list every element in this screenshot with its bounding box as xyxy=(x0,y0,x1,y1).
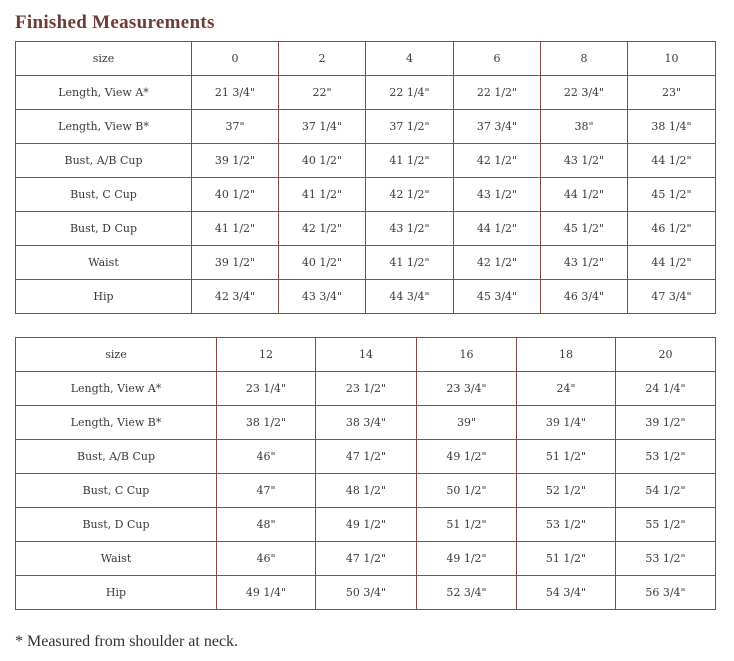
measurement-value: 54 1/2" xyxy=(616,474,716,508)
measurement-value: 49 1/2" xyxy=(417,440,517,474)
measurement-value: 51 1/2" xyxy=(417,508,517,542)
measurement-value: 24 1/4" xyxy=(616,372,716,406)
measurement-value: 46 3/4" xyxy=(541,280,628,314)
measurement-value: 42 1/2" xyxy=(279,212,366,246)
measurement-value: 23 1/4" xyxy=(217,372,316,406)
measurement-value: 41 1/2" xyxy=(366,246,454,280)
measurement-value: 46" xyxy=(217,440,316,474)
measurement-value: 22 1/2" xyxy=(454,76,541,110)
size-column-header: 16 xyxy=(417,338,517,372)
size-column-header: 8 xyxy=(541,42,628,76)
measurement-label: Bust, C Cup xyxy=(16,178,192,212)
table-row xyxy=(16,144,716,178)
measurement-value: 47" xyxy=(217,474,316,508)
header-row xyxy=(16,338,716,372)
measurement-value: 47 3/4" xyxy=(628,280,716,314)
measurement-value: 43 1/2" xyxy=(454,178,541,212)
measurement-value: 42 1/2" xyxy=(454,246,541,280)
measurement-value: 45 1/2" xyxy=(628,178,716,212)
measurement-value: 23 3/4" xyxy=(417,372,517,406)
measurement-value: 45 3/4" xyxy=(454,280,541,314)
measurement-value: 43 1/2" xyxy=(541,144,628,178)
measurement-value: 39 1/2" xyxy=(192,144,279,178)
measurement-value: 44 1/2" xyxy=(628,246,716,280)
measurement-value: 50 3/4" xyxy=(316,576,417,610)
measurement-value: 53 1/2" xyxy=(616,542,716,576)
measurement-value: 24" xyxy=(517,372,616,406)
measurement-label: Bust, A/B Cup xyxy=(16,144,192,178)
measurement-value: 52 1/2" xyxy=(517,474,616,508)
size-column-header: 6 xyxy=(454,42,541,76)
measurement-value: 39 1/4" xyxy=(517,406,616,440)
measurement-value: 53 1/2" xyxy=(616,440,716,474)
measurement-label: Bust, D Cup xyxy=(16,212,192,246)
size-column-header: 10 xyxy=(628,42,716,76)
size-column-header: 18 xyxy=(517,338,616,372)
measurement-value: 44 1/2" xyxy=(454,212,541,246)
table-row xyxy=(16,246,716,280)
measurement-value: 56 3/4" xyxy=(616,576,716,610)
size-column-header: 4 xyxy=(366,42,454,76)
measurement-value: 23" xyxy=(628,76,716,110)
size-header-label: size xyxy=(16,42,192,76)
table-row xyxy=(16,280,716,314)
measurement-value: 45 1/2" xyxy=(541,212,628,246)
size-header-label: size xyxy=(16,338,217,372)
measurement-value: 52 3/4" xyxy=(417,576,517,610)
measurement-value: 55 1/2" xyxy=(616,508,716,542)
measurement-value: 21 3/4" xyxy=(192,76,279,110)
measurement-value: 40 1/2" xyxy=(192,178,279,212)
measurement-value: 43 1/2" xyxy=(541,246,628,280)
measurement-value: 38" xyxy=(541,110,628,144)
measurement-value: 48 1/2" xyxy=(316,474,417,508)
size-column-header: 2 xyxy=(279,42,366,76)
measurement-value: 38 3/4" xyxy=(316,406,417,440)
table-row xyxy=(16,212,716,246)
measurement-value: 44 1/2" xyxy=(628,144,716,178)
measurements-table-sizes-12-20 xyxy=(15,337,716,610)
measurement-value: 43 3/4" xyxy=(279,280,366,314)
measurement-label: Hip xyxy=(16,280,192,314)
table-row xyxy=(16,542,716,576)
table-row xyxy=(16,576,716,610)
measurement-label: Length, View B* xyxy=(16,406,217,440)
measurement-label: Bust, D Cup xyxy=(16,508,217,542)
measurement-value: 37 3/4" xyxy=(454,110,541,144)
measurement-value: 41 1/2" xyxy=(279,178,366,212)
table-row xyxy=(16,76,716,110)
measurement-value: 48" xyxy=(217,508,316,542)
measurements-table-sizes-0-10 xyxy=(15,41,716,314)
measurement-value: 50 1/2" xyxy=(417,474,517,508)
measurement-value: 44 3/4" xyxy=(366,280,454,314)
measurement-value: 49 1/2" xyxy=(417,542,517,576)
measurement-label: Bust, A/B Cup xyxy=(16,440,217,474)
measurement-value: 40 1/2" xyxy=(279,144,366,178)
table-body xyxy=(16,338,716,610)
measurement-label: Waist xyxy=(16,542,217,576)
measurement-value: 39 1/2" xyxy=(616,406,716,440)
measurement-value: 42 1/2" xyxy=(454,144,541,178)
measurement-value: 49 1/2" xyxy=(316,508,417,542)
table-row xyxy=(16,440,716,474)
measurement-value: 53 1/2" xyxy=(517,508,616,542)
measurement-value: 37 1/2" xyxy=(366,110,454,144)
size-column-header: 12 xyxy=(217,338,316,372)
measurement-value: 42 3/4" xyxy=(192,280,279,314)
measurement-value: 54 3/4" xyxy=(517,576,616,610)
measurement-value: 37" xyxy=(192,110,279,144)
measurement-value: 43 1/2" xyxy=(366,212,454,246)
measurement-value: 51 1/2" xyxy=(517,542,616,576)
measurement-label: Waist xyxy=(16,246,192,280)
table-row xyxy=(16,508,716,542)
measurement-value: 41 1/2" xyxy=(366,144,454,178)
size-column-header: 20 xyxy=(616,338,716,372)
measurement-label: Length, View A* xyxy=(16,372,217,406)
measurement-value: 39 1/2" xyxy=(192,246,279,280)
footnote: * Measured from shoulder at neck. xyxy=(15,633,239,650)
measurement-value: 37 1/4" xyxy=(279,110,366,144)
measurement-value: 38 1/2" xyxy=(217,406,316,440)
measurement-label: Length, View A* xyxy=(16,76,192,110)
measurement-value: 22 3/4" xyxy=(541,76,628,110)
measurement-value: 23 1/2" xyxy=(316,372,417,406)
size-column-header: 14 xyxy=(316,338,417,372)
header-row xyxy=(16,42,716,76)
measurement-value: 46 1/2" xyxy=(628,212,716,246)
size-column-header: 0 xyxy=(192,42,279,76)
measurement-value: 22 1/4" xyxy=(366,76,454,110)
measurement-label: Hip xyxy=(16,576,217,610)
table-row xyxy=(16,372,716,406)
measurement-value: 41 1/2" xyxy=(192,212,279,246)
table-row xyxy=(16,406,716,440)
measurement-label: Length, View B* xyxy=(16,110,192,144)
measurement-value: 42 1/2" xyxy=(366,178,454,212)
measurement-value: 47 1/2" xyxy=(316,440,417,474)
measurement-value: 51 1/2" xyxy=(517,440,616,474)
measurement-value: 38 1/4" xyxy=(628,110,716,144)
measurement-value: 44 1/2" xyxy=(541,178,628,212)
table-row xyxy=(16,474,716,508)
measurement-value: 40 1/2" xyxy=(279,246,366,280)
table-row xyxy=(16,178,716,212)
measurement-value: 46" xyxy=(217,542,316,576)
measurement-value: 39" xyxy=(417,406,517,440)
measurement-value: 22" xyxy=(279,76,366,110)
measurement-value: 47 1/2" xyxy=(316,542,417,576)
page-title: Finished Measurements xyxy=(15,12,215,33)
table-row xyxy=(16,110,716,144)
measurement-label: Bust, C Cup xyxy=(16,474,217,508)
table-body xyxy=(16,42,716,314)
measurement-value: 49 1/4" xyxy=(217,576,316,610)
